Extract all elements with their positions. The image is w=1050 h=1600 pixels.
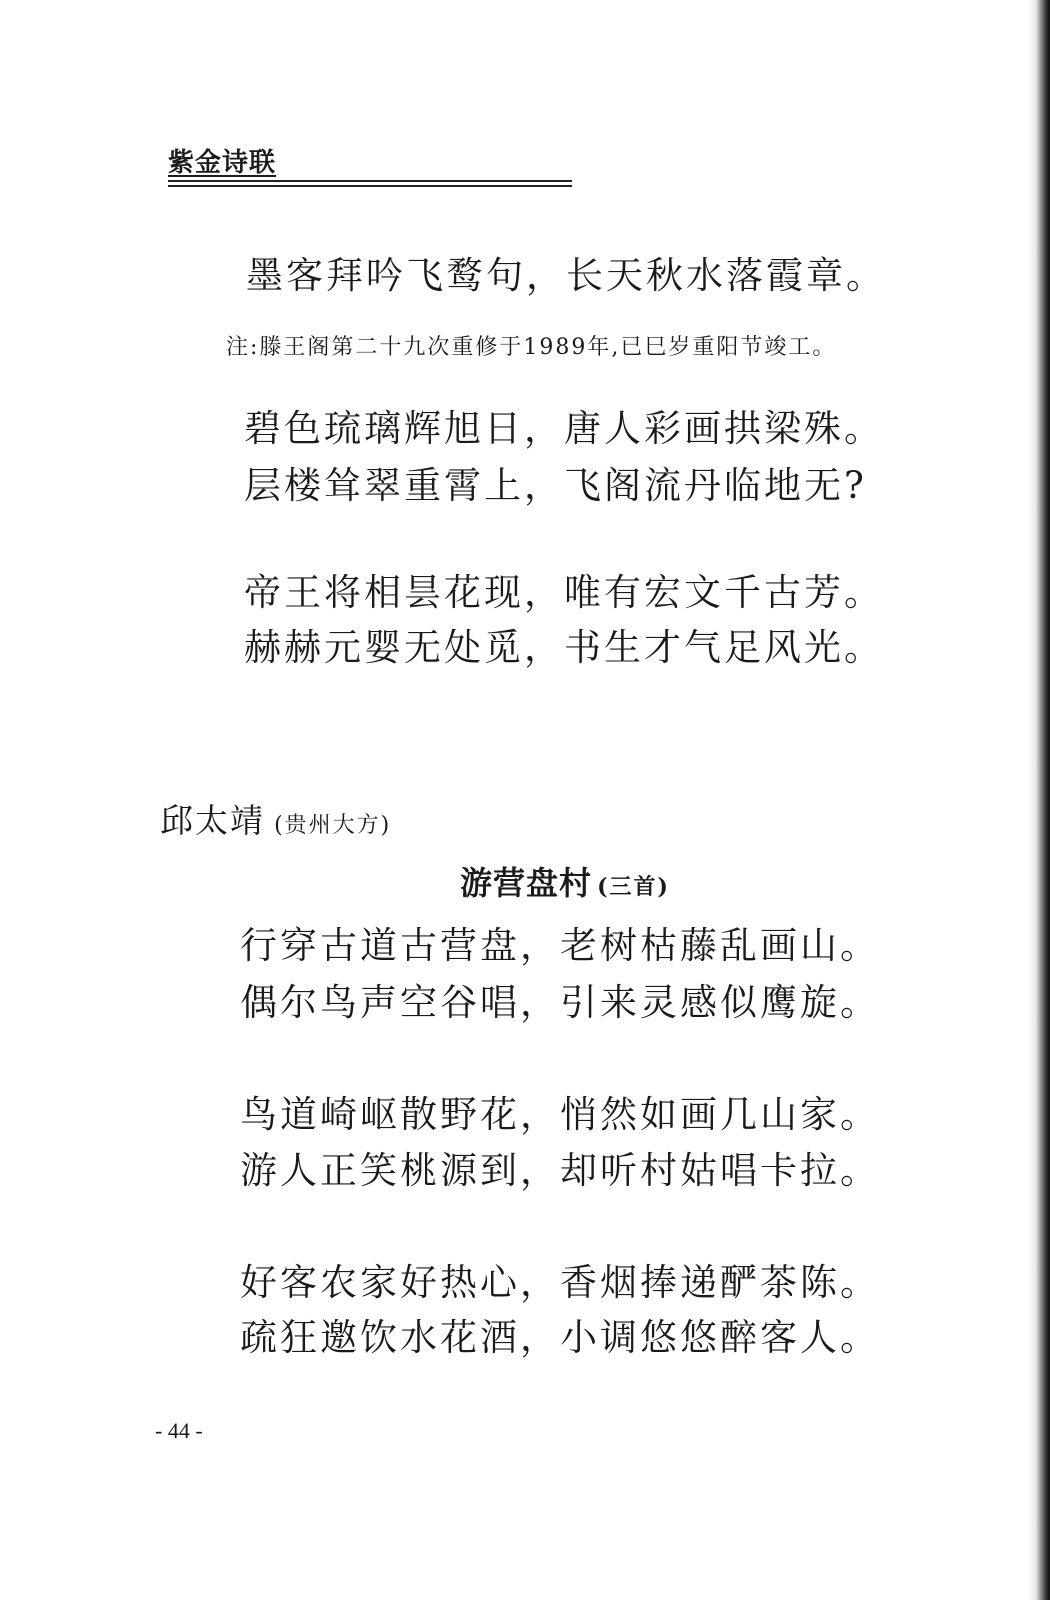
poem-line: 好客农家好热心，香烟捧递酽茶陈。 <box>240 1261 880 1304</box>
poem-line: 疏狂邀饮水花酒，小调悠悠醉客人。 <box>240 1316 880 1359</box>
poem-line: 游人正笑桃源到，却听村姑唱卡拉。 <box>240 1149 880 1192</box>
footnote: 注:滕王阁第二十九次重修于1989年,已巳岁重阳节竣工。 <box>226 335 837 360</box>
poem-title-main: 游营盘村 <box>460 864 593 902</box>
poem-line: 层楼耸翠重霄上，飞阁流丹临地无? <box>244 464 867 507</box>
header-rule <box>168 180 572 182</box>
author-place: (贵州大方) <box>274 813 392 838</box>
header-rule-double <box>168 185 572 187</box>
poem-line: 行穿古道古营盘，老树枯藤乱画山。 <box>240 924 880 967</box>
page-edge-shadow <box>1028 0 1050 1600</box>
poem-line: 鸟道崎岖散野花，悄然如画几山家。 <box>240 1093 880 1136</box>
page-number: - 44 - <box>155 1418 203 1443</box>
running-head: 紫金诗联 <box>168 148 277 178</box>
poem-line: 墨客拜吟飞鹜句，长天秋水落霞章。 <box>246 254 886 297</box>
poem-title <box>460 858 670 904</box>
author-name: 邱太靖 <box>160 801 265 840</box>
author-line <box>160 795 391 842</box>
poem-line: 帝王将相昙花现，唯有宏文千古芳。 <box>244 571 884 614</box>
poem-line: 赫赫元婴无处觅，书生才气足风光。 <box>244 626 884 669</box>
poem-line: 偶尔鸟声空谷唱，引来灵感似鹰旋。 <box>240 981 880 1024</box>
poem-line: 碧色琉璃辉旭日，唐人彩画拱梁殊。 <box>244 407 884 450</box>
poem-title-count: (三首) <box>597 874 670 900</box>
